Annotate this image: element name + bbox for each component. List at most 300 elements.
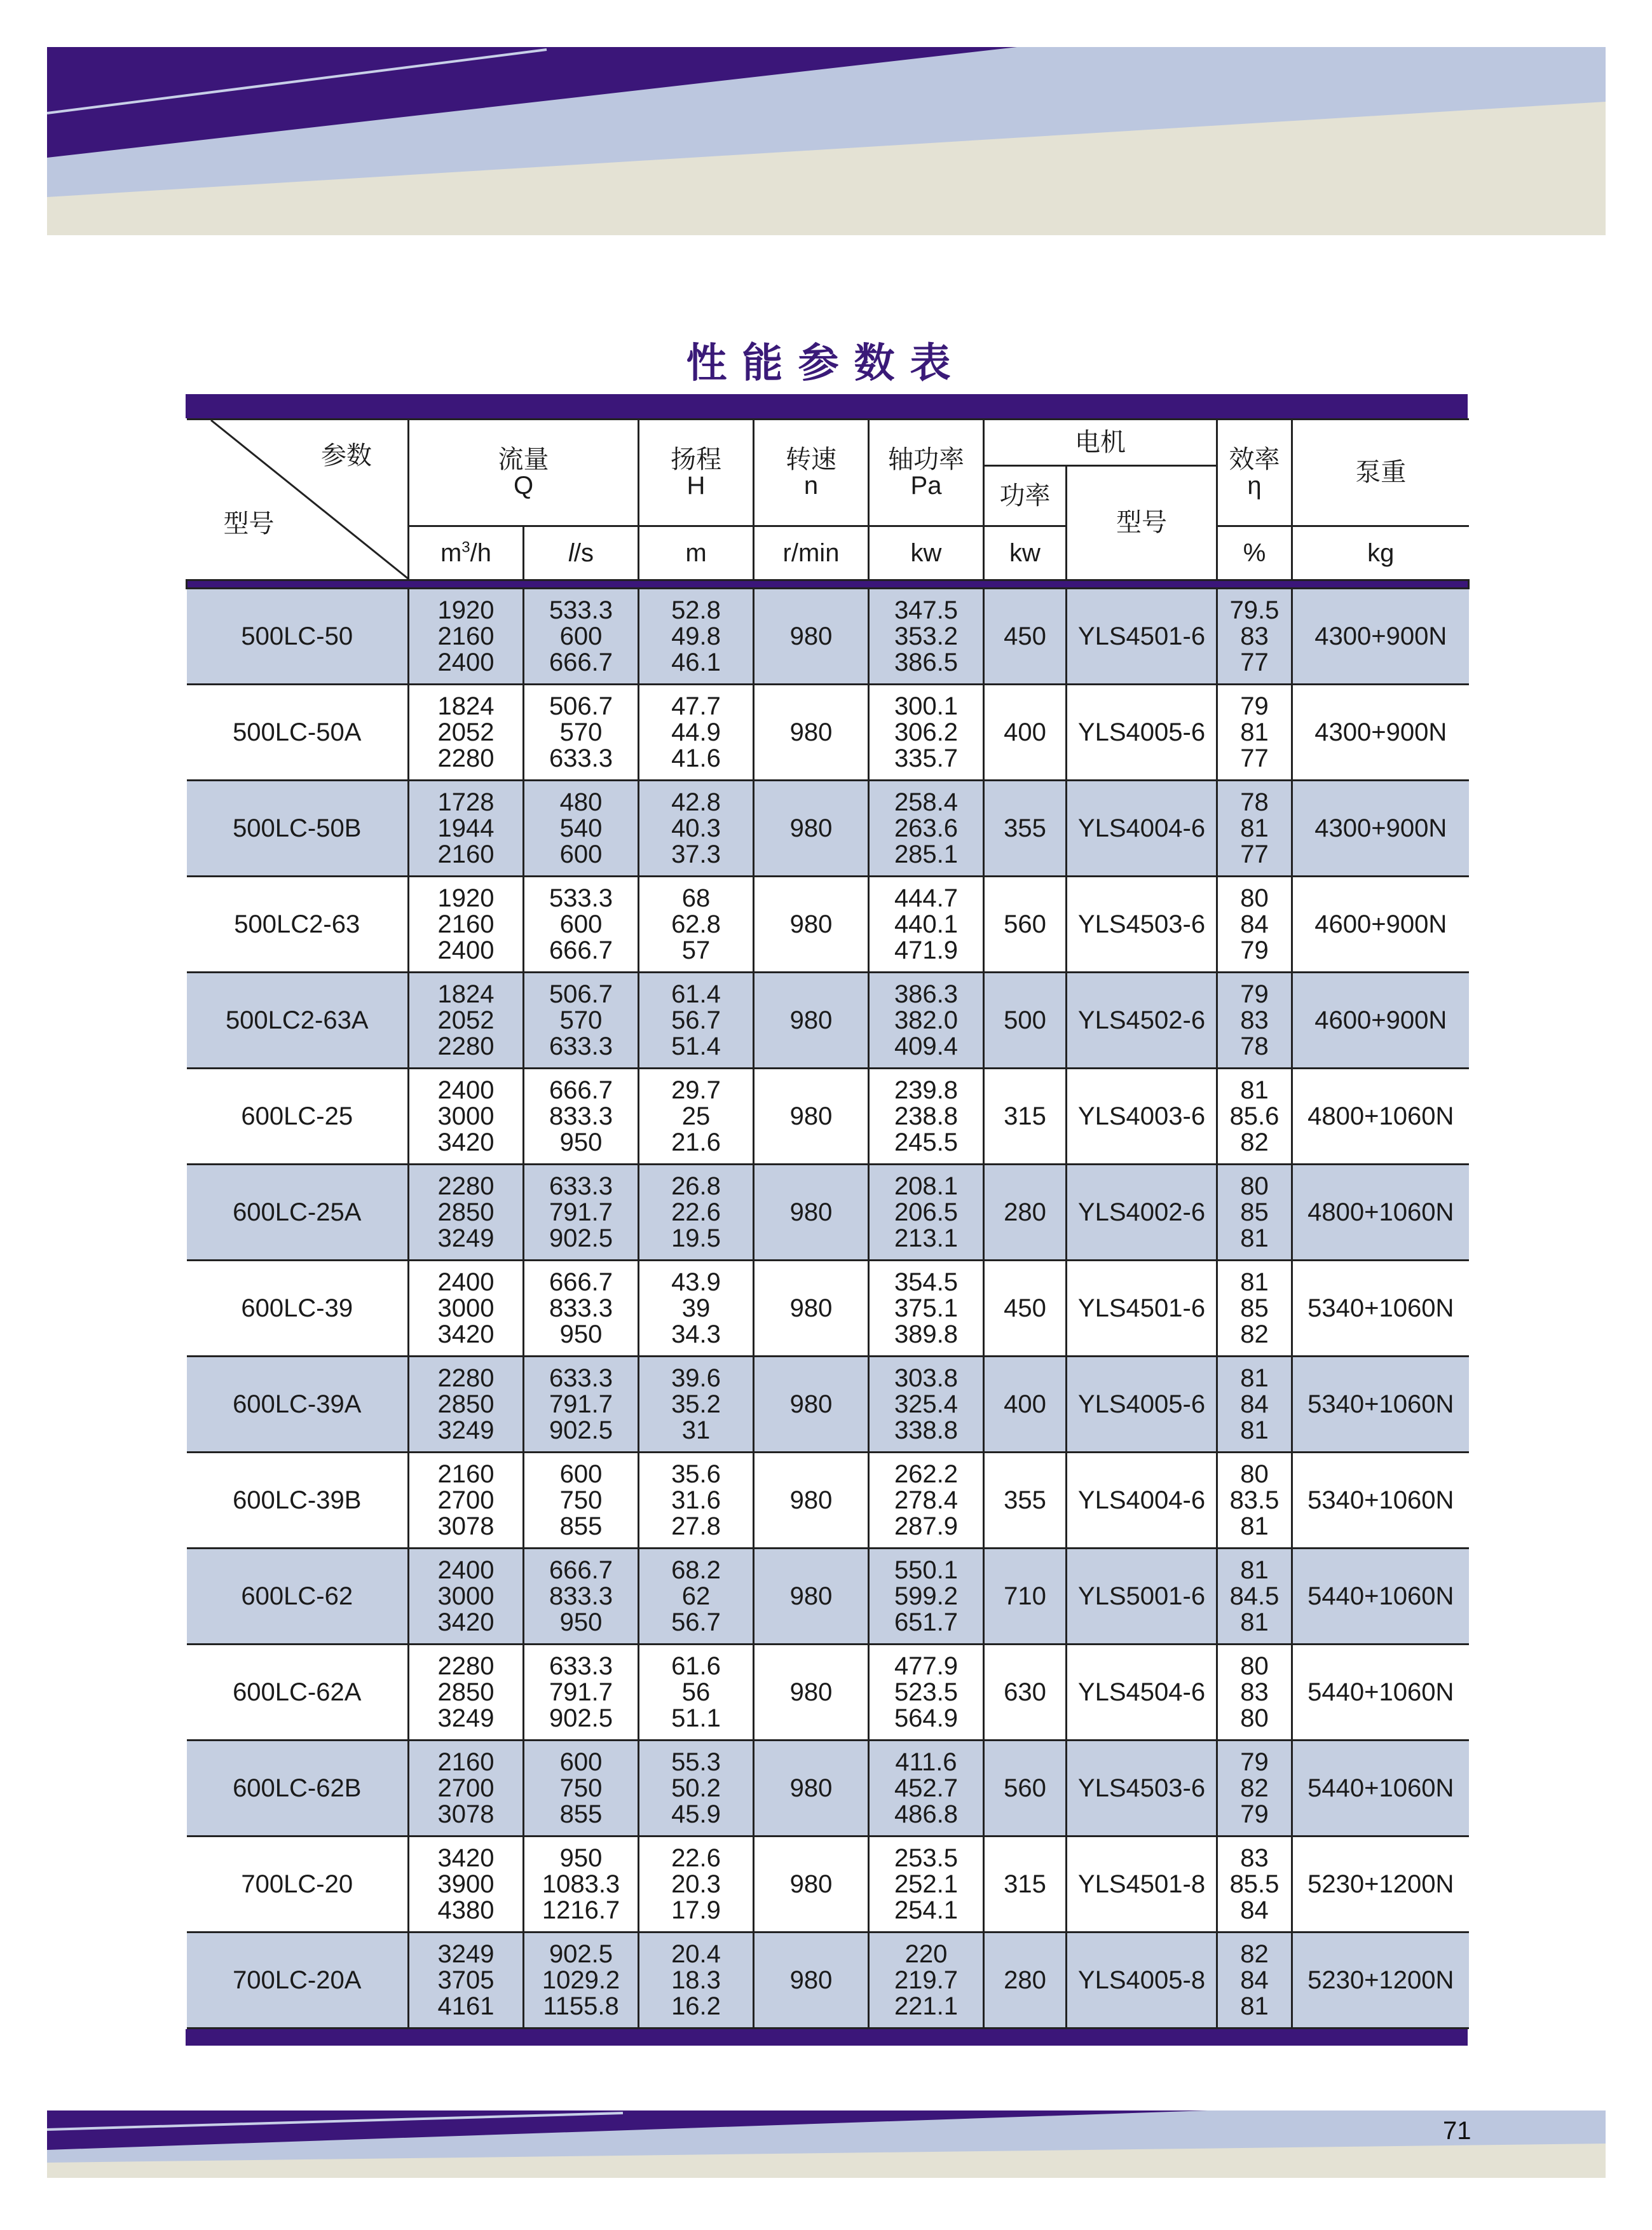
cell-flow-m3h-value: 1944 (437, 814, 495, 842)
cell-flow-ls-value: 1216.7 (542, 1896, 620, 1924)
cell-head-value: 61.6 (671, 1652, 721, 1680)
cell-flow-ls-value: 791.7 (549, 1678, 613, 1706)
cell-shaft-power (869, 1837, 984, 1932)
cell-flow-m3h (409, 1165, 524, 1261)
cell-motor-power: 450 (984, 589, 1067, 685)
cell-motor-power: 280 (984, 1932, 1067, 2028)
cell-flow-ls-value: 666.7 (549, 936, 613, 964)
cell-head-value: 17.9 (671, 1896, 721, 1924)
header-separator (187, 580, 1469, 589)
table-row (187, 1932, 1469, 2028)
cell-efficiency-value: 83 (1240, 1844, 1269, 1872)
cell-flow-ls-value: 533.3 (549, 596, 613, 624)
table-body (187, 580, 1469, 2028)
cell-shaft-power-value: 564.9 (894, 1704, 959, 1732)
cell-flow-m3h-value: 2160 (437, 910, 495, 938)
cell-shaft-power-value: 347.5 (894, 596, 959, 624)
cell-efficiency-value: 81 (1240, 1224, 1269, 1252)
cell-efficiency-value: 85 (1240, 1294, 1269, 1322)
cell-flow-ls-value: 666.7 (549, 1268, 613, 1296)
cell-head-value: 52.8 (671, 596, 721, 624)
header-head-symbol: H (686, 471, 706, 500)
cell-motor-power: 450 (984, 1261, 1067, 1357)
header-flow-symbol: Q (513, 471, 534, 500)
cell-speed: 980 (754, 1837, 869, 1932)
cell-flow-ls (524, 973, 639, 1069)
cell-weight: 5340+1060N (1292, 1357, 1469, 1453)
cell-shaft-power-value: 452.7 (894, 1774, 959, 1802)
cell-head-value: 61.4 (671, 980, 721, 1008)
cell-efficiency-value: 81 (1240, 814, 1269, 842)
cell-head-value: 56.7 (671, 1608, 721, 1636)
cell-flow-ls-value: 600 (559, 840, 603, 868)
cell-model: 600LC-62A (187, 1645, 409, 1741)
cell-flow-m3h-value: 2400 (437, 936, 495, 964)
cell-shaft-power (869, 1165, 984, 1261)
cell-speed: 980 (754, 877, 869, 973)
cell-flow-ls-value: 950 (559, 1608, 603, 1636)
cell-flow-ls-value: 791.7 (549, 1390, 613, 1418)
cell-head (639, 1453, 754, 1549)
bottom-banner (0, 2110, 1652, 2187)
cell-efficiency-value: 83 (1240, 1006, 1269, 1034)
cell-head-value: 26.8 (671, 1172, 721, 1200)
cell-flow-m3h-value: 3420 (437, 1608, 495, 1636)
cell-flow-m3h-value: 4161 (437, 1992, 495, 2020)
cell-shaft-power-value: 471.9 (894, 936, 959, 964)
cell-flow-m3h-value: 2850 (437, 1198, 495, 1226)
cell-head-value: 34.3 (671, 1320, 721, 1348)
cell-flow-ls-value: 600 (559, 910, 603, 938)
cell-flow-ls-value: 600 (559, 1748, 603, 1776)
cell-head-value: 51.4 (671, 1032, 721, 1060)
table-row (187, 1741, 1469, 1837)
cell-head-value: 56 (681, 1678, 711, 1706)
header-speed-symbol: n (803, 471, 819, 500)
cell-flow-m3h-value: 2280 (437, 1652, 495, 1680)
cell-flow-m3h (409, 781, 524, 877)
header-shaft-power-unit: kw (869, 526, 984, 580)
cell-motor-power: 400 (984, 685, 1067, 781)
header-flow-unit-m3h: $m^3/h$ (409, 526, 524, 580)
cell-shaft-power-value: 651.7 (894, 1608, 959, 1636)
table-row (187, 1069, 1469, 1165)
cell-shaft-power-value: 599.2 (894, 1582, 959, 1610)
header-head-title: 扬程 (671, 445, 721, 474)
cell-speed: 980 (754, 1645, 869, 1741)
cell-shaft-power-value: 208.1 (894, 1172, 959, 1200)
cell-efficiency (1217, 1837, 1292, 1932)
cell-flow-m3h-value: 1824 (437, 980, 495, 1008)
cell-flow-ls (524, 1741, 639, 1837)
cell-motor-power: 710 (984, 1549, 1067, 1645)
cell-head (639, 1549, 754, 1645)
header-motor-model: 型号 (1067, 466, 1217, 580)
cell-flow-ls-value: 570 (559, 718, 603, 746)
header-head-unit: m (639, 526, 754, 580)
cell-flow-ls-value: 902.5 (549, 1939, 613, 1968)
cell-efficiency-value: 78 (1240, 788, 1269, 816)
cell-flow-ls-value: 506.7 (549, 980, 613, 1008)
cell-shaft-power-value: 335.7 (894, 744, 959, 772)
cell-shaft-power-value: 386.5 (894, 648, 959, 676)
cell-head-value: 47.7 (671, 692, 721, 720)
cell-flow-m3h-value: 3078 (437, 1512, 495, 1540)
cell-shaft-power-value: 239.8 (894, 1076, 959, 1104)
cell-motor-model: YLS4005-8 (1067, 1932, 1217, 2028)
cell-motor-model: YLS4003-6 (1067, 1069, 1217, 1165)
cell-model: 600LC-25A (187, 1165, 409, 1261)
cell-head-value: 20.3 (671, 1870, 721, 1898)
cell-head-value: 40.3 (671, 814, 721, 842)
cell-weight: 4800+1060N (1292, 1069, 1469, 1165)
cell-flow-ls-value: 1083.3 (542, 1870, 620, 1898)
cell-flow-ls (524, 1261, 639, 1357)
cell-flow-ls (524, 1453, 639, 1549)
header-efficiency-unit: % (1217, 526, 1292, 580)
cell-head-value: 68 (681, 884, 711, 912)
cell-head-value: 20.4 (671, 1939, 721, 1968)
cell-flow-m3h-value: 2160 (437, 622, 495, 650)
cell-flow-m3h-value: 3249 (437, 1224, 495, 1252)
cell-model: 600LC-39B (187, 1453, 409, 1549)
cell-flow-m3h-value: 2160 (437, 1748, 495, 1776)
cell-flow-ls-value: 633.3 (549, 1364, 613, 1392)
cell-speed: 980 (754, 589, 869, 685)
header-shaft-power-title: 轴功率 (888, 445, 964, 474)
cell-efficiency-value: 80 (1240, 1172, 1269, 1200)
cell-efficiency-value: 83 (1240, 622, 1269, 650)
cell-flow-ls-value: 533.3 (549, 884, 613, 912)
header-motor: 电机 (984, 420, 1217, 466)
cell-shaft-power-value: 285.1 (894, 840, 959, 868)
cell-efficiency (1217, 877, 1292, 973)
cell-flow-ls (524, 1165, 639, 1261)
cell-efficiency (1217, 1165, 1292, 1261)
header-shaft-power-symbol: Pa (910, 471, 942, 500)
cell-efficiency-value: 81 (1240, 1512, 1269, 1540)
cell-efficiency (1217, 685, 1292, 781)
cell-flow-ls (524, 1069, 639, 1165)
cell-motor-model: YLS4501-6 (1067, 1261, 1217, 1357)
cell-flow-m3h-value: 2280 (437, 1172, 495, 1200)
cell-flow-ls-value: 950 (559, 1128, 603, 1156)
cell-efficiency-value: 79 (1240, 936, 1269, 964)
cell-efficiency-value: 83.5 (1229, 1486, 1280, 1514)
cell-flow-m3h-value: 3249 (437, 1939, 495, 1968)
cell-efficiency (1217, 781, 1292, 877)
cell-motor-model: YLS4004-6 (1067, 1453, 1217, 1549)
cell-efficiency-value: 84.5 (1229, 1582, 1280, 1610)
cell-speed: 980 (754, 685, 869, 781)
cell-flow-m3h-value: 2700 (437, 1486, 495, 1514)
cell-speed: 980 (754, 1357, 869, 1453)
cell-speed: 980 (754, 1549, 869, 1645)
table-top-bar (186, 394, 1468, 418)
cell-head-value: 45.9 (671, 1800, 721, 1828)
cell-model: 600LC-62 (187, 1549, 409, 1645)
cell-model: 600LC-39 (187, 1261, 409, 1357)
cell-motor-model: YLS4004-6 (1067, 781, 1217, 877)
cell-head-value: 62.8 (671, 910, 721, 938)
cell-flow-ls (524, 781, 639, 877)
cell-flow-m3h-value: 3000 (437, 1294, 495, 1322)
cell-shaft-power-value: 206.5 (894, 1198, 959, 1226)
cell-flow-ls-value: 633.3 (549, 1652, 613, 1680)
cell-flow-m3h-value: 2850 (437, 1678, 495, 1706)
cell-shaft-power-value: 262.2 (894, 1460, 959, 1488)
cell-head-value: 43.9 (671, 1268, 721, 1296)
cell-efficiency-value: 81 (1240, 1076, 1269, 1104)
cell-head-value: 25 (681, 1102, 711, 1130)
cell-motor-power: 500 (984, 973, 1067, 1069)
cell-head-value: 39 (681, 1294, 711, 1322)
diagonal-divider (187, 420, 409, 579)
cell-head (639, 1165, 754, 1261)
cell-flow-ls-value: 791.7 (549, 1198, 613, 1226)
table-row (187, 1165, 1469, 1261)
cell-flow-ls-value: 950 (559, 1844, 603, 1872)
cell-shaft-power-value: 382.0 (894, 1006, 959, 1034)
cell-motor-power: 315 (984, 1837, 1067, 1932)
cell-motor-model: YLS4503-6 (1067, 1741, 1217, 1837)
cell-weight: 5230+1200N (1292, 1837, 1469, 1932)
cell-flow-ls-value: 666.7 (549, 1076, 613, 1104)
cell-flow-m3h (409, 1453, 524, 1549)
cell-weight: 5230+1200N (1292, 1932, 1469, 2028)
cell-flow-ls-value: 950 (559, 1320, 603, 1348)
cell-shaft-power-value: 287.9 (894, 1512, 959, 1540)
cell-head-value: 51.1 (671, 1704, 721, 1732)
table-bottom-bar (186, 2029, 1468, 2046)
cell-flow-m3h-value: 2280 (437, 744, 495, 772)
cell-shaft-power-value: 258.4 (894, 788, 959, 816)
cell-flow-m3h-value: 1920 (437, 884, 495, 912)
cell-flow-m3h-value: 2052 (437, 718, 495, 746)
cell-weight: 5440+1060N (1292, 1645, 1469, 1741)
table-row (187, 877, 1469, 973)
cell-flow-ls-value: 902.5 (549, 1224, 613, 1252)
table-row (187, 1837, 1469, 1932)
cell-flow-m3h-value: 2850 (437, 1390, 495, 1418)
cell-shaft-power (869, 1549, 984, 1645)
cell-flow-ls-value: 600 (559, 1460, 603, 1488)
table-row (187, 1549, 1469, 1645)
table-row (187, 1453, 1469, 1549)
cell-flow-m3h-value: 4380 (437, 1896, 495, 1924)
cell-head-value: 62 (681, 1582, 711, 1610)
cell-shaft-power-value: 354.5 (894, 1268, 959, 1296)
cell-motor-power: 560 (984, 1741, 1067, 1837)
cell-flow-ls-value: 833.3 (549, 1582, 613, 1610)
cell-shaft-power-value: 213.1 (894, 1224, 959, 1252)
cell-motor-model: YLS4504-6 (1067, 1645, 1217, 1741)
cell-weight: 5440+1060N (1292, 1741, 1469, 1837)
cell-head-value: 41.6 (671, 744, 721, 772)
cell-shaft-power (869, 877, 984, 973)
cell-model: 700LC-20A (187, 1932, 409, 2028)
cell-flow-ls (524, 685, 639, 781)
cell-flow-ls-value: 855 (559, 1800, 603, 1828)
cell-motor-model: YLS4503-6 (1067, 877, 1217, 973)
cell-model: 600LC-62B (187, 1741, 409, 1837)
cell-flow-ls-value: 666.7 (549, 1556, 613, 1584)
cell-head-value: 31 (681, 1416, 711, 1444)
cell-efficiency (1217, 1932, 1292, 2028)
cell-shaft-power (869, 1453, 984, 1549)
cell-efficiency-value: 80 (1240, 1460, 1269, 1488)
top-banner (0, 0, 1652, 248)
cell-motor-power: 355 (984, 781, 1067, 877)
cell-head (639, 1261, 754, 1357)
cell-efficiency-value: 77 (1240, 840, 1269, 868)
cell-efficiency-value: 79 (1240, 980, 1269, 1008)
cell-efficiency (1217, 1741, 1292, 1837)
cell-efficiency (1217, 589, 1292, 685)
cell-efficiency (1217, 1645, 1292, 1741)
cell-flow-m3h-value: 1920 (437, 596, 495, 624)
cell-head (639, 781, 754, 877)
cell-efficiency-value: 84 (1240, 1896, 1269, 1924)
cell-head (639, 1837, 754, 1932)
cell-efficiency-value: 77 (1240, 744, 1269, 772)
cell-head-value: 27.8 (671, 1512, 721, 1540)
cell-flow-ls-value: 633.3 (549, 1172, 613, 1200)
cell-head-value: 22.6 (671, 1844, 721, 1872)
cell-efficiency (1217, 1549, 1292, 1645)
cell-head-value: 46.1 (671, 648, 721, 676)
cell-speed: 980 (754, 1165, 869, 1261)
header-head (639, 420, 754, 526)
cell-flow-ls-value: 666.7 (549, 648, 613, 676)
cell-efficiency-value: 80 (1240, 884, 1269, 912)
cell-head-value: 31.6 (671, 1486, 721, 1514)
cell-shaft-power-value: 375.1 (894, 1294, 959, 1322)
cell-flow-m3h-value: 3420 (437, 1128, 495, 1156)
cell-shaft-power-value: 523.5 (894, 1678, 959, 1706)
cell-weight: 4300+900N (1292, 685, 1469, 781)
cell-efficiency-value: 83 (1240, 1678, 1269, 1706)
cell-motor-model: YLS4501-8 (1067, 1837, 1217, 1932)
cell-efficiency-value: 82 (1240, 1774, 1269, 1802)
cell-shaft-power-value: 444.7 (894, 884, 959, 912)
cell-flow-ls-value: 480 (559, 788, 603, 816)
cell-shaft-power-value: 263.6 (894, 814, 959, 842)
cell-weight: 4300+900N (1292, 781, 1469, 877)
cell-speed: 980 (754, 973, 869, 1069)
cell-flow-m3h (409, 685, 524, 781)
cell-head-value: 35.2 (671, 1390, 721, 1418)
cell-weight: 5340+1060N (1292, 1261, 1469, 1357)
cell-efficiency-value: 85 (1240, 1198, 1269, 1226)
cell-efficiency-value: 84 (1240, 1390, 1269, 1418)
cell-model: 500LC2-63 (187, 877, 409, 973)
cell-speed: 980 (754, 781, 869, 877)
cell-motor-power: 630 (984, 1645, 1067, 1741)
cell-motor-model: YLS4502-6 (1067, 973, 1217, 1069)
cell-head-value: 22.6 (671, 1198, 721, 1226)
table-row (187, 973, 1469, 1069)
cell-model: 700LC-20 (187, 1837, 409, 1932)
cell-head (639, 589, 754, 685)
cell-flow-ls-value: 633.3 (549, 744, 613, 772)
cell-motor-model: YLS4501-6 (1067, 589, 1217, 685)
header-motor-power: 功率 (984, 466, 1067, 526)
cell-head-value: 44.9 (671, 718, 721, 746)
cell-shaft-power-value: 338.8 (894, 1416, 959, 1444)
cell-weight: 5440+1060N (1292, 1549, 1469, 1645)
cell-motor-power: 280 (984, 1165, 1067, 1261)
cell-efficiency-value: 82 (1240, 1128, 1269, 1156)
table-row (187, 1357, 1469, 1453)
cell-flow-ls (524, 877, 639, 973)
performance-table (186, 418, 1470, 2029)
header-efficiency-title: 效率 (1229, 445, 1280, 474)
cell-flow-m3h-value: 2400 (437, 648, 495, 676)
cell-flow-m3h-value: 1824 (437, 692, 495, 720)
cell-efficiency (1217, 973, 1292, 1069)
cell-efficiency-value: 81 (1240, 1416, 1269, 1444)
cell-motor-power: 400 (984, 1357, 1067, 1453)
cell-flow-m3h-value: 3900 (437, 1870, 495, 1898)
cell-flow-ls-value: 902.5 (549, 1416, 613, 1444)
header-model-label: 型号 (223, 510, 275, 538)
cell-flow-m3h-value: 2160 (437, 1460, 495, 1488)
cell-flow-ls (524, 1549, 639, 1645)
cell-flow-m3h-value: 3249 (437, 1704, 495, 1732)
cell-efficiency (1217, 1261, 1292, 1357)
cell-head-value: 19.5 (671, 1224, 721, 1252)
cell-speed: 980 (754, 1069, 869, 1165)
table-row (187, 781, 1469, 877)
cell-efficiency-value: 79.5 (1229, 596, 1280, 624)
cell-flow-m3h (409, 877, 524, 973)
cell-speed: 980 (754, 1261, 869, 1357)
cell-motor-power: 560 (984, 877, 1067, 973)
cell-shaft-power-value: 389.8 (894, 1320, 959, 1348)
cell-efficiency-value: 81 (1240, 1268, 1269, 1296)
header-corner-cell (187, 420, 409, 580)
cell-flow-m3h-value: 3420 (437, 1844, 495, 1872)
cell-model: 500LC2-63A (187, 973, 409, 1069)
cell-shaft-power (869, 973, 984, 1069)
cell-weight: 4300+900N (1292, 589, 1469, 685)
cell-flow-m3h (409, 1645, 524, 1741)
cell-flow-ls-value: 1155.8 (543, 1992, 619, 2020)
cell-motor-model: YLS4005-6 (1067, 685, 1217, 781)
cell-flow-ls (524, 1645, 639, 1741)
cell-efficiency-value: 80 (1240, 1652, 1269, 1680)
cell-head-value: 49.8 (671, 622, 721, 650)
cell-flow-ls (524, 589, 639, 685)
cell-speed: 980 (754, 1453, 869, 1549)
cell-efficiency-value: 84 (1240, 910, 1269, 938)
cell-head-value: 18.3 (671, 1966, 721, 1994)
header-shaft-power (869, 420, 984, 526)
cell-flow-ls-value: 750 (559, 1486, 603, 1514)
cell-flow-m3h-value: 2400 (437, 1268, 495, 1296)
cell-head-value: 50.2 (671, 1774, 721, 1802)
cell-efficiency-value: 85.6 (1229, 1102, 1280, 1130)
page-number: 71 (1443, 2117, 1471, 2145)
cell-efficiency-value: 81 (1240, 1992, 1269, 2020)
cell-efficiency-value: 81 (1240, 1608, 1269, 1636)
cell-head-value: 42.8 (671, 788, 721, 816)
cell-model: 500LC-50A (187, 685, 409, 781)
cell-shaft-power-value: 245.5 (894, 1128, 959, 1156)
cell-weight: 4800+1060N (1292, 1165, 1469, 1261)
cell-flow-ls-value: 506.7 (549, 692, 613, 720)
